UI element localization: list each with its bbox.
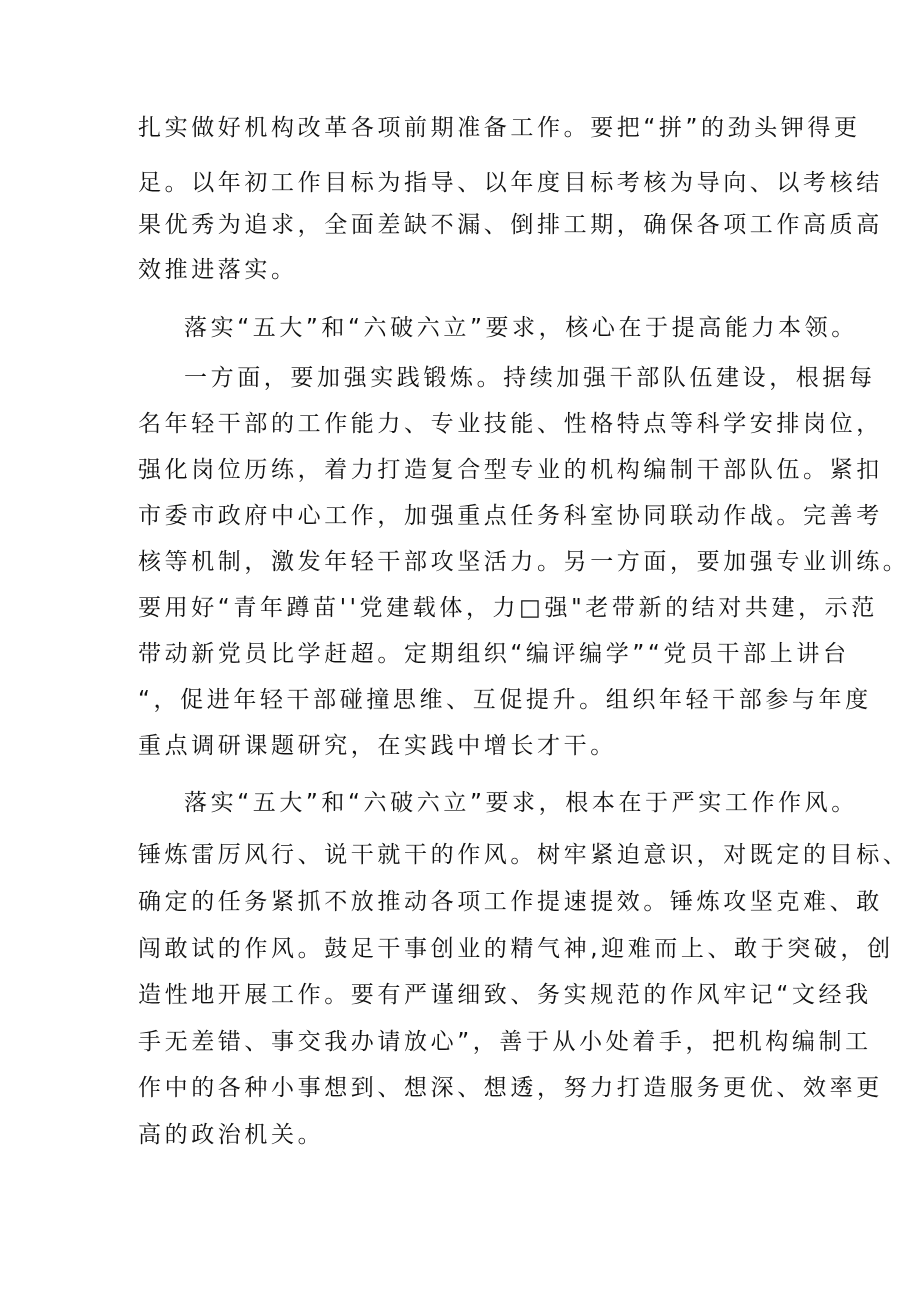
paragraph-heading: 落实“五大”和“六破六立”要求，根本在于严实工作作风。 xyxy=(184,790,858,816)
text-line: 名年轻干部的工作能力、专业技能、性格特点等科学安排岗位， xyxy=(138,411,883,437)
text-line: 要用好“青年蹲苗''党建载体，力□强"老带新的结对共建，示范 xyxy=(138,595,878,621)
text-line: 一方面，要加强实践锻炼。持续加强干部队伍建设，根据每 xyxy=(184,365,876,391)
text-line: 闯敢试的作风。鼓足干事创业的精气神,迎难而上、敢于突破，创 xyxy=(138,936,894,962)
text-line: 扎实做好机构改革各项前期准备工作。要把“拼”的劲头钾得更 xyxy=(138,115,861,141)
paragraph-heading: 落实“五大”和“六破六立”要求，核心在于提高能力本领。 xyxy=(184,315,858,341)
text-line: 足。以年初工作目标为指导、以年度目标考核为导向、以考核结 xyxy=(138,170,883,196)
text-line: 强化岗位历练，着力打造复合型专业的机构编制干部队伍。紧扣 xyxy=(138,457,883,483)
text-line: 重点调研课题研究，在实践中增长才干。 xyxy=(138,733,617,759)
text-line: 锤炼雷厉风行、说干就干的作风。树牢紧迫意识，对既定的目标、 xyxy=(138,842,910,868)
text-line: 高的政治机关。 xyxy=(138,1122,325,1148)
text-line: 确定的任务紧抓不放推动各项工作提速提效。锤炼攻坚克难、敢 xyxy=(138,889,883,915)
text-line: 作中的各种小事想到、想深、想透，努力打造服务更优、效率更 xyxy=(138,1075,883,1101)
text-line: 手无差错、事交我办请放心”，善于从小处着手，把机构编制工 xyxy=(138,1029,872,1055)
text-line: 带动新党员比学赶超。定期组织“编评编学”“党员干部上讲台 xyxy=(138,641,850,667)
text-line: 核等机制，激发年轻干部攻坚活力。另一方面，要加强专业训练。 xyxy=(138,549,910,575)
text-line: 果优秀为追求，全面差缺不漏、倒排工期，确保各项工作高质高 xyxy=(138,212,883,238)
text-line: 效推进落实。 xyxy=(138,257,298,283)
text-line: 造性地开展工作。要有严谨细致、务实规范的作风牢记“文经我 xyxy=(138,982,872,1008)
text-line: “，促进年轻干部碰撞思维、互促提升。组织年轻干部参与年度 xyxy=(138,687,872,713)
text-line: 市委市政府中心工作，加强重点任务科室协同联动作战。完善考 xyxy=(138,503,883,529)
